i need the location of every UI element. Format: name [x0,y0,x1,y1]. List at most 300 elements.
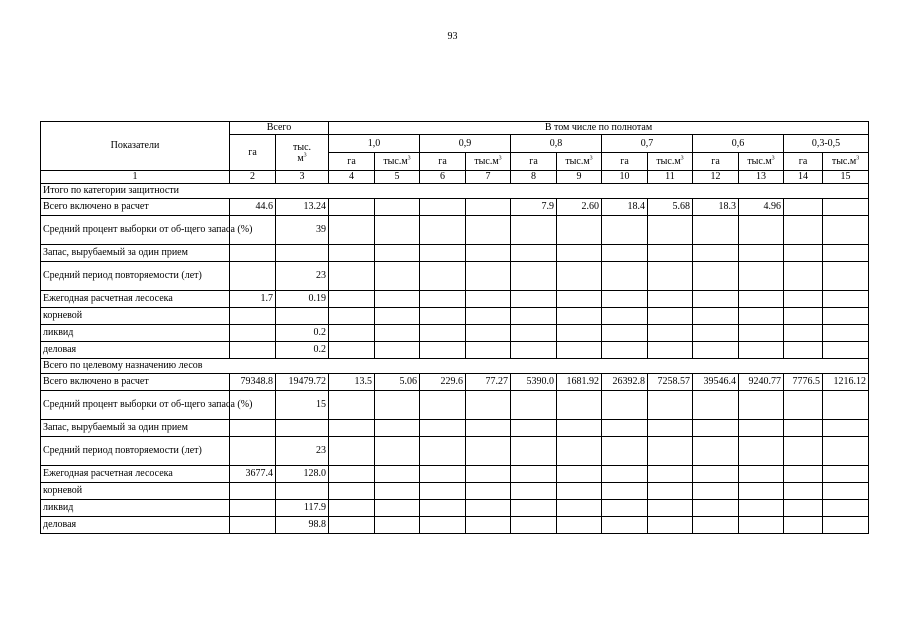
table-cell [466,262,511,291]
table-cell [739,291,784,308]
table-cell: 5390.0 [511,374,557,391]
table-cell [276,483,329,500]
table-cell: 39 [276,216,329,245]
table-cell [823,199,869,216]
table-row [41,517,869,534]
table-cell [602,262,648,291]
col-number: 3 [276,171,329,184]
table-cell [784,466,823,483]
table-cell [648,466,693,483]
table-cell [602,466,648,483]
table-cell [557,466,602,483]
table-cell [784,391,823,420]
table-row [41,199,869,216]
table-cell [420,483,466,500]
table-cell [648,291,693,308]
table-cell [420,517,466,534]
col-number: 2 [230,171,276,184]
table-cell [230,245,276,262]
table-cell [784,325,823,342]
table-cell: 4.96 [739,199,784,216]
row-label: Средний период повторяемости (лет) [41,262,230,291]
table-cell: 18.4 [602,199,648,216]
table-cell [375,342,420,359]
unit-thous-m3: $тыс.м^3$ [648,153,693,171]
table-cell [329,483,375,500]
row-label: деловая [41,517,230,534]
table-cell [602,391,648,420]
table-cell [466,500,511,517]
table-row [41,216,869,245]
table-row [41,483,869,500]
table-cell [420,216,466,245]
header-indicators: Показатели [41,122,230,171]
table-cell [511,308,557,325]
table-cell [739,262,784,291]
section-title: Итого по категории защитности [41,184,869,199]
table-cell [375,466,420,483]
table-cell [823,308,869,325]
table-cell [375,325,420,342]
table-cell [823,391,869,420]
table-cell [420,291,466,308]
table-cell [739,325,784,342]
table-row [41,437,869,466]
row-label: Всего включено в расчет [41,374,230,391]
table-cell [329,245,375,262]
table-cell [602,500,648,517]
table-cell [739,342,784,359]
col-number: 12 [693,171,739,184]
row-label: Ежегодная расчетная лесосека [41,466,230,483]
table-cell [739,391,784,420]
thous-label: тыс. [292,141,312,153]
table-cell [329,325,375,342]
table-cell [420,420,466,437]
table-cell [557,308,602,325]
table-cell [511,391,557,420]
table-row [41,342,869,359]
col-number: 4 [329,171,375,184]
row-label: Средний процент выборки от об-щего запаса (%) [41,391,230,420]
unit-ha: га [693,153,739,171]
table-cell [557,262,602,291]
table-cell [784,420,823,437]
density-1-0: 1,0 [329,135,420,153]
table-cell [823,325,869,342]
table-cell [648,308,693,325]
table-cell [602,216,648,245]
table-cell [784,483,823,500]
table-cell [648,517,693,534]
table-cell [230,500,276,517]
table-cell [823,466,869,483]
table-cell: 9240.77 [739,374,784,391]
table-cell [230,483,276,500]
unit-thous-m3: $тыс.м^3$ [375,153,420,171]
unit-ha: га [329,153,375,171]
header-total: Всего [230,122,329,135]
table-row [41,374,869,391]
table-cell [823,245,869,262]
table-cell [602,325,648,342]
table-cell [648,245,693,262]
table-cell: 3677.4 [230,466,276,483]
table-cell [511,466,557,483]
col-number: 11 [648,171,693,184]
table-cell: 5.68 [648,199,693,216]
table-cell: 1.7 [230,291,276,308]
table-cell: 79348.8 [230,374,276,391]
table-cell [823,291,869,308]
table-cell [329,308,375,325]
table-cell [557,325,602,342]
table-cell [823,483,869,500]
table-cell [420,245,466,262]
table-cell [823,342,869,359]
row-label: Запас, вырубаемый за один прием [41,245,230,262]
table-row [41,391,869,420]
col-number: 6 [420,171,466,184]
table-cell [784,437,823,466]
table-cell: 229.6 [420,374,466,391]
table-cell [557,342,602,359]
table-cell [739,466,784,483]
density-0-6: 0,6 [693,135,784,153]
table-cell: 26392.8 [602,374,648,391]
table-cell [329,437,375,466]
table-cell [329,342,375,359]
table-cell [466,517,511,534]
table-cell [739,216,784,245]
table-cell [511,517,557,534]
table-cell [511,325,557,342]
density-0-8: 0,8 [511,135,602,153]
table-cell [784,216,823,245]
table-cell [557,420,602,437]
table-cell: 7258.57 [648,374,693,391]
table-cell [466,245,511,262]
table-cell [466,291,511,308]
row-label: ликвид [41,325,230,342]
row-label: Средний период повторяемости (лет) [41,437,230,466]
col-number: 1 [41,171,230,184]
header-total-thous-m3 [276,135,329,171]
table-cell [693,291,739,308]
table-cell: 77.27 [466,374,511,391]
table-cell: 18.3 [693,199,739,216]
table-row [41,420,869,437]
header-total-ha: га [230,135,276,171]
table-cell [823,262,869,291]
table-cell: 19479.72 [276,374,329,391]
table-cell [420,199,466,216]
density-0-9: 0,9 [420,135,511,153]
table-cell: 5.06 [375,374,420,391]
table-cell [557,500,602,517]
unit-ha: га [511,153,557,171]
table-cell [739,420,784,437]
table-cell [375,308,420,325]
table-cell: 13.24 [276,199,329,216]
table-cell [420,342,466,359]
table-cell [693,500,739,517]
table-cell [693,466,739,483]
table-cell [784,245,823,262]
table-row [41,325,869,342]
table-cell [329,500,375,517]
table-cell [557,517,602,534]
table-cell [648,262,693,291]
table-cell [823,500,869,517]
table-cell [375,420,420,437]
row-label: Запас, вырубаемый за один прием [41,420,230,437]
table-cell [375,199,420,216]
m3-label: м [297,152,304,164]
table-cell [823,517,869,534]
table-cell [693,262,739,291]
table-cell [466,466,511,483]
col-number: 14 [784,171,823,184]
table-cell [276,308,329,325]
table-cell [511,420,557,437]
table-cell [823,216,869,245]
table-cell: 0.2 [276,325,329,342]
table-cell: 39546.4 [693,374,739,391]
section-header-row [41,184,869,199]
table-cell [230,308,276,325]
table-cell [739,483,784,500]
table-body [41,184,869,534]
table-cell [693,342,739,359]
table-cell [693,308,739,325]
table-cell [784,517,823,534]
table-cell [420,466,466,483]
table-cell: 0.2 [276,342,329,359]
table-cell [693,391,739,420]
table-cell [602,437,648,466]
table-cell [466,216,511,245]
table-cell [466,325,511,342]
table-cell [602,342,648,359]
row-label: корневой [41,308,230,325]
table-cell: 0.19 [276,291,329,308]
table-cell [648,437,693,466]
table-cell [375,291,420,308]
table-cell [784,342,823,359]
table-cell [276,245,329,262]
table-cell: 44.6 [230,199,276,216]
table-cell [375,216,420,245]
table-cell [230,517,276,534]
table-cell [329,517,375,534]
table-cell: 128.0 [276,466,329,483]
table-cell [230,420,276,437]
table-cell [648,216,693,245]
table-cell [511,262,557,291]
table-cell [602,517,648,534]
table-cell [375,517,420,534]
table-cell [276,420,329,437]
unit-ha: га [602,153,648,171]
table-cell [739,245,784,262]
table-cell [648,391,693,420]
table-cell [784,500,823,517]
table-cell [375,500,420,517]
table-cell [693,216,739,245]
row-label: Всего включено в расчет [41,199,230,216]
column-numbers-row [41,171,869,184]
table-cell: 23 [276,262,329,291]
table-cell [784,291,823,308]
table-cell [466,483,511,500]
table-cell [693,420,739,437]
table-cell: 7.9 [511,199,557,216]
table-cell [823,420,869,437]
table-cell [648,325,693,342]
table-cell: 2.60 [557,199,602,216]
col-number: 5 [375,171,420,184]
table-cell [602,308,648,325]
table-row [41,291,869,308]
table-cell: 15 [276,391,329,420]
table-cell [420,262,466,291]
table-cell [739,500,784,517]
table-cell [329,466,375,483]
table-cell [511,291,557,308]
table-cell [557,391,602,420]
table-cell: 23 [276,437,329,466]
table-cell: 1216.12 [823,374,869,391]
table-cell [511,216,557,245]
row-label: ликвид [41,500,230,517]
table-cell [230,262,276,291]
table-cell [648,500,693,517]
table-cell [329,291,375,308]
table-cell [557,245,602,262]
unit-thous-m3: $тыс.м^3$ [739,153,784,171]
table-cell [511,245,557,262]
table-cell [375,483,420,500]
table-cell: 117.9 [276,500,329,517]
col-number: 13 [739,171,784,184]
table-cell [784,308,823,325]
table-cell [375,437,420,466]
table-cell [602,291,648,308]
table-cell: 13.5 [329,374,375,391]
table-cell: 7776.5 [784,374,823,391]
table-cell [230,437,276,466]
col-number: 7 [466,171,511,184]
sup-3: 3 [303,152,307,159]
table-cell [648,420,693,437]
row-label: Ежегодная расчетная лесосека [41,291,230,308]
table-cell [602,245,648,262]
forest-cutting-table [40,121,869,534]
table-cell: 98.8 [276,517,329,534]
section-header-row [41,359,869,374]
row-label: Средний процент выборки от об-щего запаса (%) [41,216,230,245]
table-row [41,245,869,262]
table-cell [466,420,511,437]
table-cell [329,391,375,420]
table-row [41,466,869,483]
table-cell [693,245,739,262]
table-cell [823,437,869,466]
table-cell [557,483,602,500]
table-cell [511,500,557,517]
density-0-3-0-5: 0,3-0,5 [784,135,869,153]
table-row [41,308,869,325]
table-cell [420,308,466,325]
table-cell [466,437,511,466]
row-label: корневой [41,483,230,500]
table-cell [511,342,557,359]
table-cell [511,437,557,466]
table-cell [693,483,739,500]
table-cell [420,437,466,466]
table-cell [230,325,276,342]
table-cell [648,342,693,359]
table-cell [648,483,693,500]
table-cell [784,262,823,291]
table-cell [466,391,511,420]
table-cell [602,420,648,437]
unit-thous-m3: $тыс.м^3$ [823,153,869,171]
table-cell [375,391,420,420]
table-cell [420,391,466,420]
unit-ha: га [420,153,466,171]
unit-thous-m3: $тыс.м^3$ [557,153,602,171]
table-cell [693,517,739,534]
table-cell [230,342,276,359]
table-cell [784,199,823,216]
table-cell [466,342,511,359]
table-cell [329,420,375,437]
table-cell [466,308,511,325]
table-cell [420,500,466,517]
table-cell [693,437,739,466]
table-cell [557,216,602,245]
table-cell [375,262,420,291]
table-cell [739,308,784,325]
table-cell [466,199,511,216]
table-cell [557,437,602,466]
table-row [41,262,869,291]
table-cell [329,262,375,291]
col-number: 15 [823,171,869,184]
col-number: 10 [602,171,648,184]
table-cell [602,483,648,500]
table-row [41,500,869,517]
header-including: В том числе по полнотам [329,122,869,135]
table-cell [329,199,375,216]
table-cell [511,483,557,500]
table-cell [739,517,784,534]
table-cell [557,291,602,308]
page-number: 93 [447,31,458,42]
table-cell [739,437,784,466]
table-cell: 1681.92 [557,374,602,391]
col-number: 9 [557,171,602,184]
col-number: 8 [511,171,557,184]
density-0-7: 0,7 [602,135,693,153]
table-cell [375,245,420,262]
table-cell [693,325,739,342]
table-cell [420,325,466,342]
unit-thous-m3: $тыс.м^3$ [466,153,511,171]
unit-ha: га [784,153,823,171]
